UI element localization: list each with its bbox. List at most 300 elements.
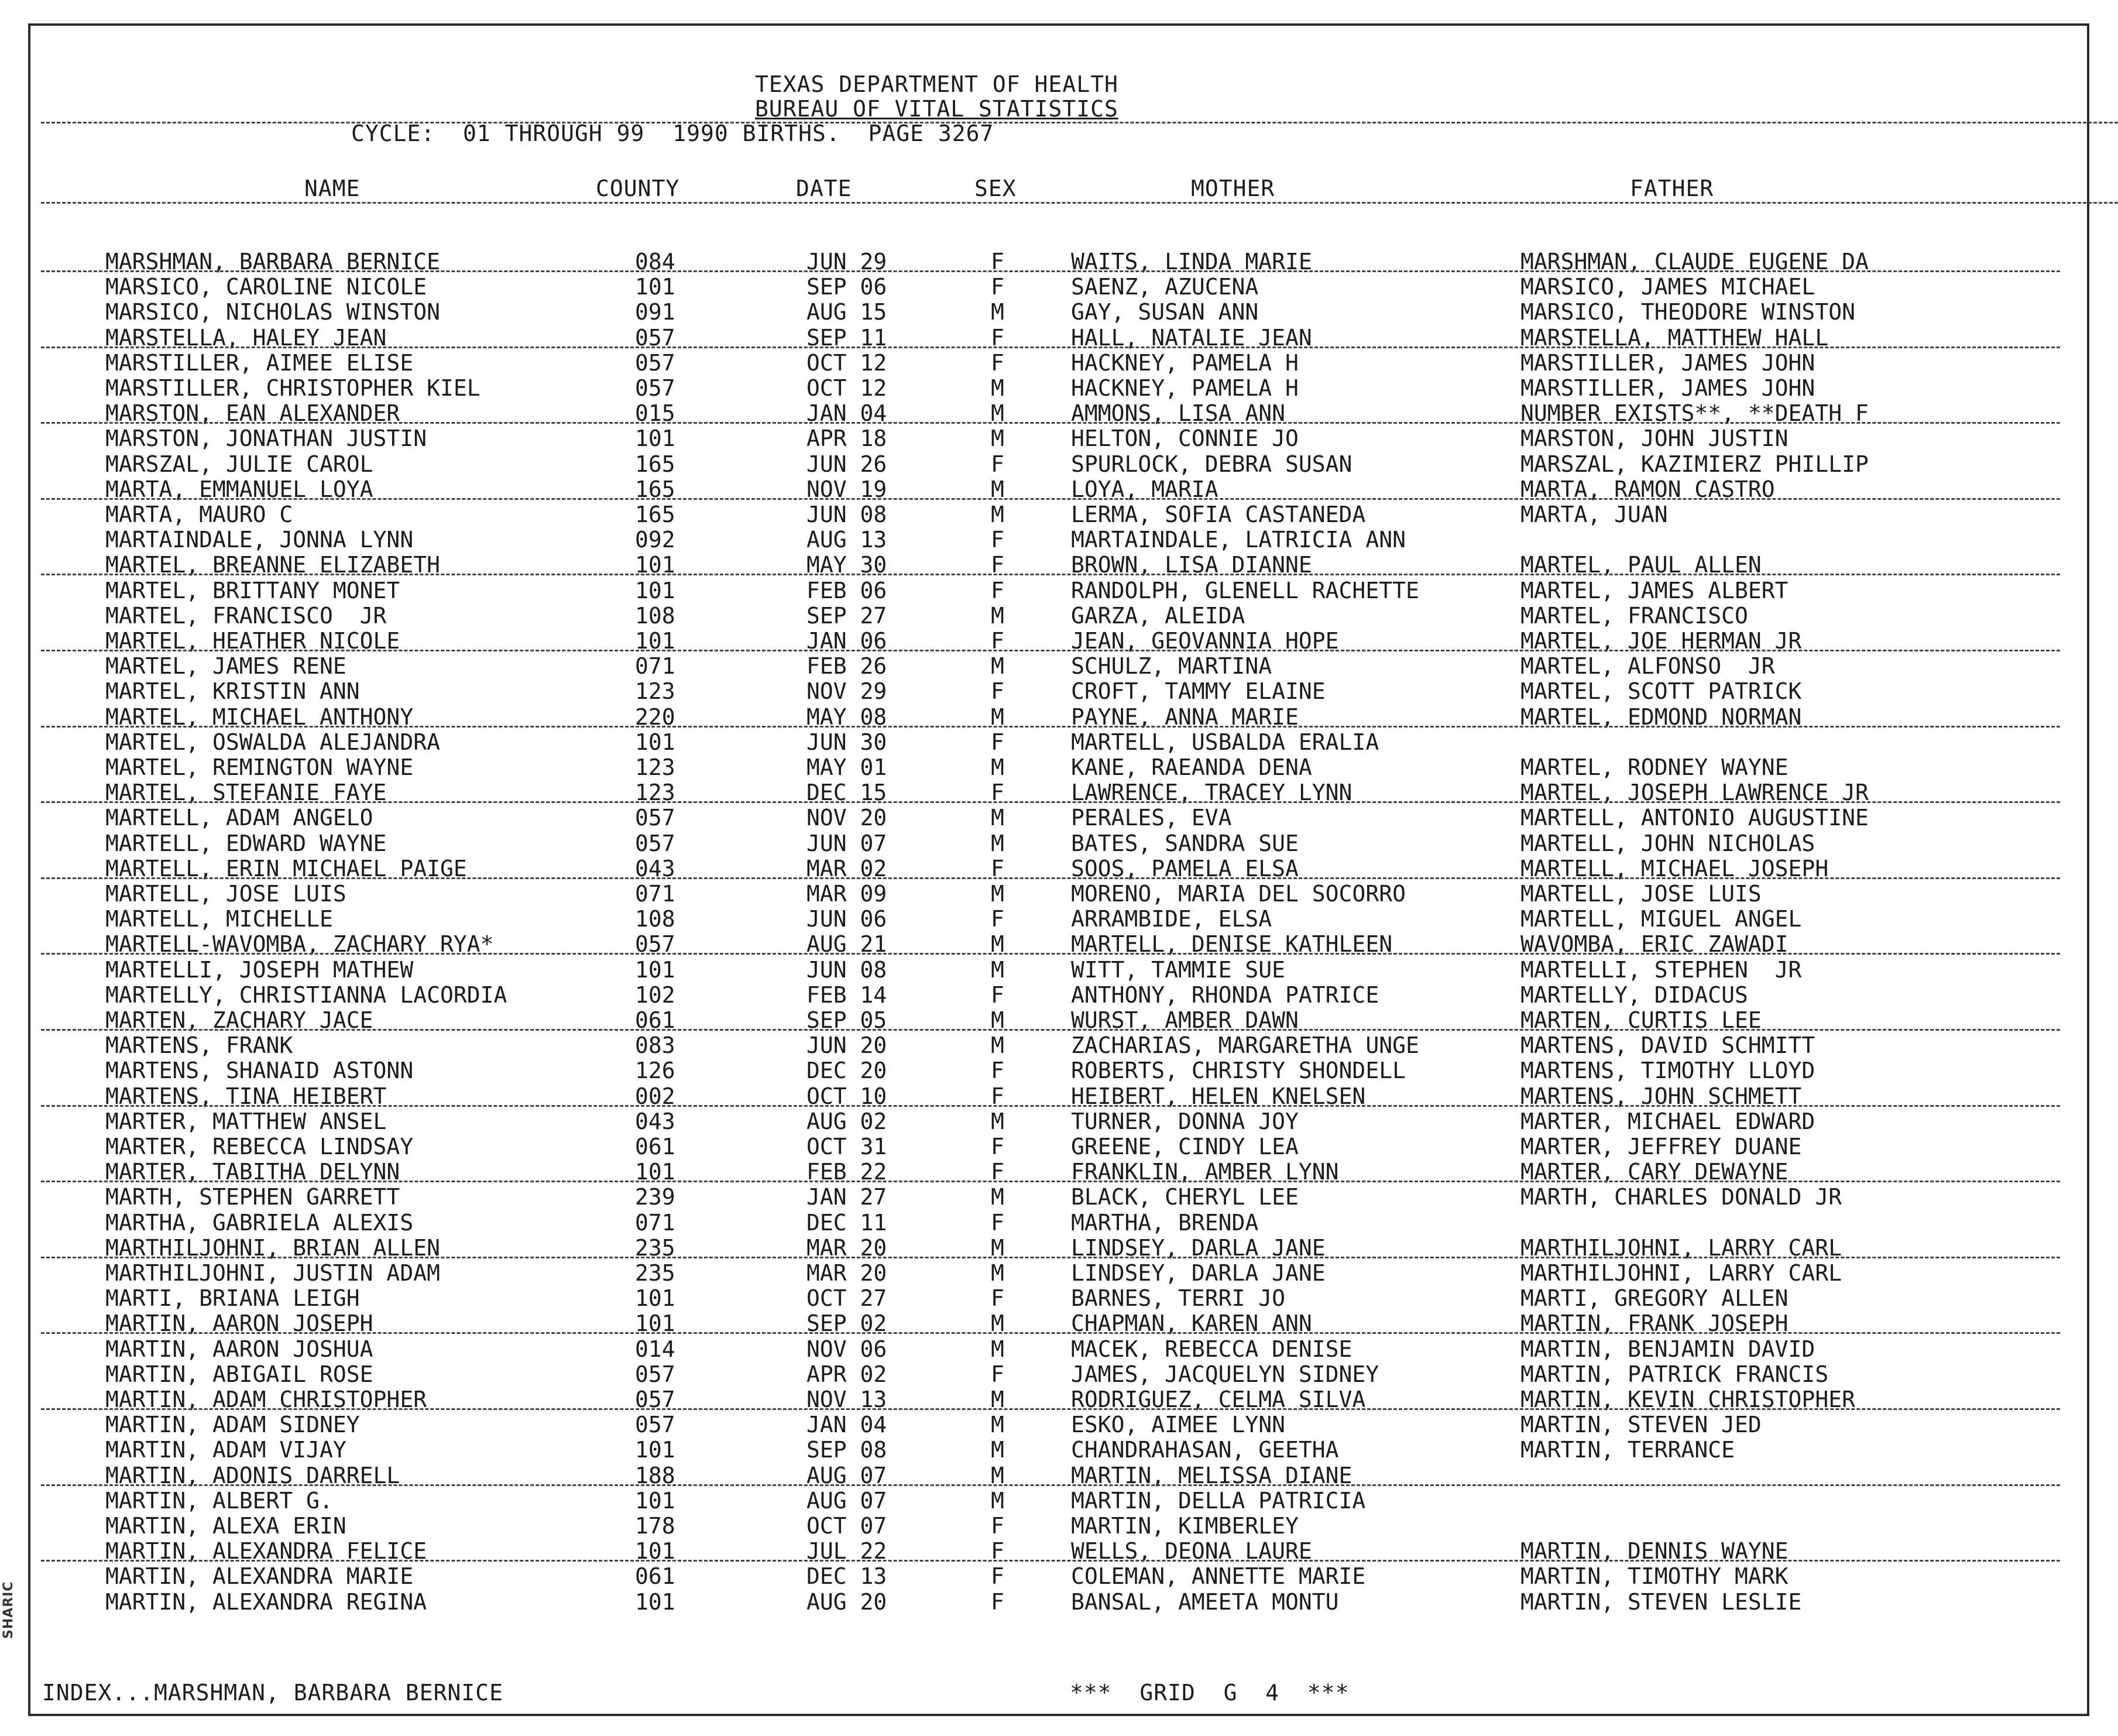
record-county: 101: [635, 426, 675, 452]
record-father: MARTIN, KEVIN CHRISTOPHER: [1520, 1387, 1855, 1412]
record-father: MARTEN, CURTIS LEE: [1520, 1007, 1762, 1033]
record-date: JAN 04: [806, 1412, 887, 1438]
record-father: MARSICO, JAMES MICHAEL: [1520, 274, 1815, 300]
record-county: 057: [635, 1412, 675, 1438]
record-date: DEC 20: [806, 1058, 887, 1084]
record-date: JAN 06: [806, 628, 887, 654]
record-sex: M: [991, 1412, 1004, 1438]
record-county: 061: [635, 1007, 675, 1033]
record-mother: TURNER, DONNA JOY: [1071, 1108, 1299, 1134]
record-date: OCT 07: [806, 1513, 887, 1539]
record-date: SEP 27: [806, 602, 887, 629]
record-name: MARSTELLA, HALEY JEAN: [105, 324, 387, 351]
record-date: AUG 02: [806, 1108, 887, 1134]
record-county: 101: [635, 274, 675, 300]
record-date: JAN 27: [806, 1184, 887, 1210]
record-date: DEC 15: [806, 780, 887, 806]
record-mother: PAYNE, ANNA MARIE: [1071, 704, 1299, 730]
record-father: MARTENS, TIMOTHY LLOYD: [1520, 1058, 1815, 1084]
record-date: MAR 20: [806, 1260, 887, 1286]
record-father: MARTIN, FRANK JOSEPH: [1520, 1310, 1789, 1337]
record-date: OCT 31: [806, 1134, 887, 1159]
record-name: MARTEN, ZACHARY JACE: [105, 1007, 373, 1033]
record-mother: AMMONS, LISA ANN: [1071, 400, 1286, 427]
record-sex: M: [991, 400, 1004, 427]
record-sex: M: [991, 1487, 1004, 1514]
record-mother: KANE, RAEANDA DENA: [1071, 754, 1312, 780]
record-date: AUG 07: [806, 1462, 887, 1488]
record-sex: F: [991, 552, 1004, 578]
record-date: FEB 06: [806, 577, 887, 603]
record-mother: WAITS, LINDA MARIE: [1071, 249, 1312, 275]
record-mother: WELLS, DEONA LAURE: [1071, 1538, 1312, 1565]
record-father: MARSICO, THEODORE WINSTON: [1520, 299, 1855, 325]
record-father: MARSHMAN, CLAUDE EUGENE DA: [1520, 249, 1869, 275]
record-father: MARTIN, PATRICK FRANCIS: [1520, 1361, 1829, 1387]
record-name: MARTEL, OSWALDA ALEJANDRA: [105, 729, 440, 755]
record-mother: JAMES, JACQUELYN SIDNEY: [1071, 1361, 1379, 1387]
record-date: SEP 06: [806, 274, 887, 300]
record-mother: ROBERTS, CHRISTY SHONDELL: [1071, 1058, 1406, 1084]
record-father: MARTELL, MIGUEL ANGEL: [1520, 906, 1802, 932]
record-county: 188: [635, 1462, 675, 1488]
record-mother: GAY, SUSAN ANN: [1071, 299, 1259, 325]
record-county: 057: [635, 931, 675, 958]
record-date: DEC 11: [806, 1209, 887, 1236]
record-date: NOV 19: [806, 476, 887, 502]
record-date: JUN 08: [806, 502, 887, 527]
record-name: MARTENS, FRANK: [105, 1032, 293, 1059]
record-mother: JEAN, GEOVANNIA HOPE: [1071, 628, 1339, 654]
record-county: 057: [635, 375, 675, 401]
record-date: JUN 20: [806, 1032, 887, 1059]
record-sex: M: [991, 1260, 1004, 1286]
col-header-date: DATE: [796, 176, 852, 201]
record-name: MARTELL-WAVOMBA, ZACHARY RYA*: [105, 931, 494, 958]
record-date: NOV 20: [806, 805, 887, 831]
record-name: MARTEL, HEATHER NICOLE: [105, 628, 400, 654]
record-name: MARSTON, EAN ALEXANDER: [105, 400, 400, 427]
record-date: SEP 08: [806, 1437, 887, 1463]
record-name: MARSICO, CAROLINE NICOLE: [105, 274, 427, 300]
record-father: MARTIN, BENJAMIN DAVID: [1520, 1336, 1815, 1362]
record-sex: F: [991, 1058, 1004, 1084]
record-name: MARTIN, AARON JOSEPH: [105, 1310, 373, 1337]
record-county: 101: [635, 628, 675, 654]
record-father: MARTH, CHARLES DONALD JR: [1520, 1184, 1842, 1210]
record-mother: RODRIGUEZ, CELMA SILVA: [1071, 1387, 1366, 1412]
record-father: MARTEL, RODNEY WAYNE: [1520, 754, 1789, 780]
record-sex: F: [991, 729, 1004, 755]
record-sex: F: [991, 274, 1004, 300]
record-mother: BLACK, CHERYL LEE: [1071, 1184, 1299, 1210]
record-county: 002: [635, 1083, 675, 1109]
record-mother: MARTELL, DENISE KATHLEEN: [1071, 931, 1393, 958]
record-mother: SAENZ, AZUCENA: [1071, 274, 1259, 300]
record-date: AUG 07: [806, 1487, 887, 1514]
record-date: FEB 22: [806, 1159, 887, 1185]
record-mother: WURST, AMBER DAWN: [1071, 1007, 1299, 1033]
record-name: MARTHA, GABRIELA ALEXIS: [105, 1209, 414, 1236]
record-name: MARTEL, FRANCISCO JR: [105, 602, 387, 629]
record-county: 057: [635, 830, 675, 856]
record-sex: M: [991, 502, 1004, 527]
record-county: 101: [635, 1310, 675, 1337]
record-mother: MARTAINDALE, LATRICIA ANN: [1071, 527, 1406, 553]
record-mother: MARTELL, USBALDA ERALIA: [1071, 729, 1379, 755]
cycle-line: CYCLE: 01 THROUGH 99 1990 BIRTHS. PAGE 3267: [351, 121, 994, 146]
record-county: 101: [635, 1589, 675, 1615]
record-sex: F: [991, 1538, 1004, 1565]
record-sex: M: [991, 754, 1004, 780]
record-county: 101: [635, 956, 675, 983]
record-county: 178: [635, 1513, 675, 1539]
record-father: MARTER, JEFFREY DUANE: [1520, 1134, 1802, 1159]
record-mother: MORENO, MARIA DEL SOCORRO: [1071, 881, 1406, 907]
record-date: APR 02: [806, 1361, 887, 1387]
record-name: MARSICO, NICHOLAS WINSTON: [105, 299, 440, 325]
record-father: WAVOMBA, ERIC ZAWADI: [1520, 931, 1789, 958]
record-mother: CHAPMAN, KAREN ANN: [1071, 1310, 1312, 1337]
record-name: MARTHILJOHNI, BRIAN ALLEN: [105, 1234, 440, 1261]
record-sex: M: [991, 830, 1004, 856]
record-name: MARSHMAN, BARBARA BERNICE: [105, 249, 440, 275]
record-sex: F: [991, 349, 1004, 376]
record-sex: F: [991, 451, 1004, 477]
record-sex: F: [991, 1563, 1004, 1590]
record-county: 235: [635, 1260, 675, 1286]
record-date: SEP 02: [806, 1310, 887, 1337]
record-name: MARTIN, ADONIS DARRELL: [105, 1462, 400, 1488]
record-sex: M: [991, 1007, 1004, 1033]
record-county: 043: [635, 855, 675, 881]
record-mother: LAWRENCE, TRACEY LYNN: [1071, 780, 1353, 806]
record-name: MARTIN, ABIGAIL ROSE: [105, 1361, 373, 1387]
record-sex: M: [991, 1387, 1004, 1412]
record-sex: F: [991, 982, 1004, 1008]
record-county: 015: [635, 400, 675, 427]
record-father: MARTHILJOHNI, LARRY CARL: [1520, 1234, 1842, 1261]
col-header-father: FATHER: [1630, 176, 1714, 201]
record-sex: F: [991, 1285, 1004, 1312]
record-father: MARTELL, JOHN NICHOLAS: [1520, 830, 1815, 856]
record-sex: M: [991, 1184, 1004, 1210]
record-date: MAR 02: [806, 855, 887, 881]
record-mother: MARTHA, BRENDA: [1071, 1209, 1259, 1236]
record-name: MARTEL, REMINGTON WAYNE: [105, 754, 414, 780]
record-father: MARSTELLA, MATTHEW HALL: [1520, 324, 1829, 351]
record-father: MARTENS, DAVID SCHMITT: [1520, 1032, 1815, 1059]
record-mother: ZACHARIAS, MARGARETHA UNGE: [1071, 1032, 1419, 1059]
record-county: 092: [635, 527, 675, 553]
column-header-rule: [41, 202, 2118, 204]
record-sex: M: [991, 375, 1004, 401]
record-county: 165: [635, 476, 675, 502]
record-mother: ESKO, AIMEE LYNN: [1071, 1412, 1286, 1438]
record-date: JUN 08: [806, 956, 887, 983]
record-name: MARTIN, ALEXA ERIN: [105, 1513, 346, 1539]
record-mother: CROFT, TAMMY ELAINE: [1071, 678, 1326, 705]
record-mother: SOOS, PAMELA ELSA: [1071, 855, 1299, 881]
record-name: MARTER, TABITHA DELYNN: [105, 1159, 400, 1185]
record-sex: F: [991, 1361, 1004, 1387]
record-name: MARTEL, BREANNE ELIZABETH: [105, 552, 440, 578]
record-date: AUG 20: [806, 1589, 887, 1615]
record-sex: M: [991, 1234, 1004, 1261]
record-sex: M: [991, 476, 1004, 502]
record-mother: RANDOLPH, GLENELL RACHETTE: [1071, 577, 1419, 603]
record-name: MARTENS, TINA HEIBERT: [105, 1083, 387, 1109]
record-county: 123: [635, 678, 675, 705]
record-county: 014: [635, 1336, 675, 1362]
record-date: MAR 09: [806, 881, 887, 907]
record-date: FEB 26: [806, 653, 887, 680]
record-sex: M: [991, 1032, 1004, 1059]
record-mother: MARTIN, KIMBERLEY: [1071, 1513, 1299, 1539]
record-name: MARTELL, ERIN MICHAEL PAIGE: [105, 855, 467, 881]
record-county: 057: [635, 805, 675, 831]
record-mother: HACKNEY, PAMELA H: [1071, 375, 1299, 401]
record-father: MARTELL, MICHAEL JOSEPH: [1520, 855, 1829, 881]
record-sex: M: [991, 1336, 1004, 1362]
record-mother: FRANKLIN, AMBER LYNN: [1071, 1159, 1339, 1185]
record-sex: M: [991, 1108, 1004, 1134]
record-county: 239: [635, 1184, 675, 1210]
record-name: MARTHILJOHNI, JUSTIN ADAM: [105, 1260, 440, 1286]
record-name: MARTAINDALE, JONNA LYNN: [105, 527, 414, 553]
record-father: MARTIN, STEVEN LESLIE: [1520, 1589, 1802, 1615]
record-name: MARTEL, BRITTANY MONET: [105, 577, 400, 603]
record-sex: M: [991, 299, 1004, 325]
record-county: 235: [635, 1234, 675, 1261]
record-sex: M: [991, 931, 1004, 958]
record-mother: MARTIN, MELISSA DIANE: [1071, 1462, 1353, 1488]
col-header-name: NAME: [304, 176, 361, 201]
record-father: NUMBER EXISTS**, **DEATH F: [1520, 400, 1869, 427]
record-name: MARSTON, JONATHAN JUSTIN: [105, 426, 427, 452]
record-county: 108: [635, 602, 675, 629]
record-sex: M: [991, 805, 1004, 831]
record-date: NOV 06: [806, 1336, 887, 1362]
record-mother: CHANDRAHASAN, GEETHA: [1071, 1437, 1339, 1463]
record-mother: SPURLOCK, DEBRA SUSAN: [1071, 451, 1353, 477]
record-father: MARSZAL, KAZIMIERZ PHILLIP: [1520, 451, 1869, 477]
record-county: 101: [635, 552, 675, 578]
record-name: MARTI, BRIANA LEIGH: [105, 1285, 360, 1312]
record-county: 165: [635, 502, 675, 527]
record-father: MARTIN, DENNIS WAYNE: [1520, 1538, 1789, 1565]
record-name: MARTEL, STEFANIE FAYE: [105, 780, 387, 806]
record-date: MAY 08: [806, 704, 887, 730]
record-sex: F: [991, 1209, 1004, 1236]
record-mother: BATES, SANDRA SUE: [1071, 830, 1299, 856]
record-sex: F: [991, 249, 1004, 275]
record-date: NOV 29: [806, 678, 887, 705]
record-name: MARTIN, ADAM SIDNEY: [105, 1412, 360, 1438]
record-date: DEC 13: [806, 1563, 887, 1590]
record-sex: F: [991, 1134, 1004, 1159]
record-father: MARSTON, JOHN JUSTIN: [1520, 426, 1789, 452]
record-county: 101: [635, 1159, 675, 1185]
record-date: FEB 14: [806, 982, 887, 1008]
record-date: AUG 15: [806, 299, 887, 325]
record-sex: M: [991, 602, 1004, 629]
record-name: MARSZAL, JULIE CAROL: [105, 451, 373, 477]
record-father: MARTIN, TIMOTHY MARK: [1520, 1563, 1789, 1590]
record-mother: LINDSEY, DARLA JANE: [1071, 1260, 1326, 1286]
record-mother: GREENE, CINDY LEA: [1071, 1134, 1299, 1159]
record-name: MARSTILLER, CHRISTOPHER KIEL: [105, 375, 480, 401]
record-father: MARTEL, JOSEPH LAWRENCE JR: [1520, 780, 1869, 806]
record-name: MARTIN, ALEXANDRA MARIE: [105, 1563, 414, 1590]
record-name: MARTELL, MICHELLE: [105, 906, 333, 932]
record-date: AUG 13: [806, 527, 887, 553]
record-mother: PERALES, EVA: [1071, 805, 1232, 831]
record-father: MARTER, MICHAEL EDWARD: [1520, 1108, 1815, 1134]
record-date: OCT 12: [806, 375, 887, 401]
record-county: 057: [635, 324, 675, 351]
record-name: MARTIN, ALEXANDRA REGINA: [105, 1589, 427, 1615]
record-date: JUN 29: [806, 249, 887, 275]
side-label: SHARIC: [1, 1581, 16, 1639]
record-county: 071: [635, 1209, 675, 1236]
record-mother: COLEMAN, ANNETTE MARIE: [1071, 1563, 1366, 1590]
record-date: JUN 26: [806, 451, 887, 477]
record-sex: M: [991, 653, 1004, 680]
record-name: MARTIN, ADAM VIJAY: [105, 1437, 346, 1463]
record-mother: LINDSEY, DARLA JANE: [1071, 1234, 1326, 1261]
record-name: MARTIN, AARON JOSHUA: [105, 1336, 373, 1362]
record-sex: F: [991, 855, 1004, 881]
record-sex: F: [991, 577, 1004, 603]
record-county: 126: [635, 1058, 675, 1084]
record-father: MARTELL, ANTONIO AUGUSTINE: [1520, 805, 1869, 831]
record-county: 101: [635, 1437, 675, 1463]
record-county: 057: [635, 1361, 675, 1387]
record-date: OCT 10: [806, 1083, 887, 1109]
record-father: MARSTILLER, JAMES JOHN: [1520, 375, 1815, 401]
record-date: NOV 13: [806, 1387, 887, 1412]
record-date: APR 18: [806, 426, 887, 452]
record-mother: LOYA, MARIA: [1071, 476, 1218, 502]
record-name: MARSTILLER, AIMEE ELISE: [105, 349, 414, 376]
record-county: 123: [635, 780, 675, 806]
record-mother: BANSAL, AMEETA MONTU: [1071, 1589, 1339, 1615]
record-father: MARTELLY, DIDACUS: [1520, 982, 1748, 1008]
record-county: 057: [635, 349, 675, 376]
agency-title: TEXAS DEPARTMENT OF HEALTH: [755, 71, 1118, 97]
record-date: JUN 06: [806, 906, 887, 932]
record-county: 101: [635, 1538, 675, 1565]
record-name: MARTA, MAURO C: [105, 502, 293, 527]
record-date: JUN 07: [806, 830, 887, 856]
record-sex: M: [991, 1310, 1004, 1337]
record-mother: BROWN, LISA DIANNE: [1071, 552, 1312, 578]
record-name: MARTELL, JOSE LUIS: [105, 881, 346, 907]
record-father: MARTHILJOHNI, LARRY CARL: [1520, 1260, 1842, 1286]
record-mother: MACEK, REBECCA DENISE: [1071, 1336, 1353, 1362]
record-sex: F: [991, 324, 1004, 351]
record-mother: ARRAMBIDE, ELSA: [1071, 906, 1272, 932]
record-name: MARTEL, MICHAEL ANTHONY: [105, 704, 414, 730]
record-sex: F: [991, 906, 1004, 932]
record-father: MARTER, CARY DEWAYNE: [1520, 1159, 1789, 1185]
bureau-title: BUREAU OF VITAL STATISTICS: [755, 96, 1118, 122]
record-sex: M: [991, 1462, 1004, 1488]
record-county: 101: [635, 1487, 675, 1514]
record-sex: F: [991, 1513, 1004, 1539]
record-sex: F: [991, 1589, 1004, 1615]
record-father: MARTENS, JOHN SCHMETT: [1520, 1083, 1802, 1109]
col-header-mother: MOTHER: [1191, 176, 1275, 201]
record-sex: F: [991, 780, 1004, 806]
record-father: MARTA, JUAN: [1520, 502, 1668, 527]
record-sex: F: [991, 628, 1004, 654]
record-father: MARTEL, FRANCISCO: [1520, 602, 1748, 629]
record-county: 123: [635, 754, 675, 780]
record-date: SEP 11: [806, 324, 887, 351]
record-name: MARTER, REBECCA LINDSAY: [105, 1134, 414, 1159]
record-name: MARTENS, SHANAID ASTONN: [105, 1058, 414, 1084]
record-county: 083: [635, 1032, 675, 1059]
record-date: OCT 12: [806, 349, 887, 376]
record-county: 071: [635, 881, 675, 907]
grid-footer: *** GRID G 4 ***: [1070, 1680, 1350, 1706]
record-date: AUG 21: [806, 931, 887, 958]
record-name: MARTELLI, JOSEPH MATHEW: [105, 956, 414, 983]
record-county: 061: [635, 1563, 675, 1590]
record-name: MARTIN, ALBERT G.: [105, 1487, 333, 1514]
record-county: 165: [635, 451, 675, 477]
record-sex: F: [991, 1159, 1004, 1185]
record-father: MARSTILLER, JAMES JOHN: [1520, 349, 1815, 376]
record-father: MARTA, RAMON CASTRO: [1520, 476, 1775, 502]
record-mother: HEIBERT, HELEN KNELSEN: [1071, 1083, 1366, 1109]
record-date: SEP 05: [806, 1007, 887, 1033]
record-county: 101: [635, 729, 675, 755]
record-mother: BARNES, TERRI JO: [1071, 1285, 1286, 1312]
record-father: MARTEL, SCOTT PATRICK: [1520, 678, 1802, 705]
record-mother: HACKNEY, PAMELA H: [1071, 349, 1299, 376]
record-name: MARTEL, JAMES RENE: [105, 653, 346, 680]
record-county: 091: [635, 299, 675, 325]
record-date: MAY 01: [806, 754, 887, 780]
record-county: 057: [635, 1387, 675, 1412]
record-date: OCT 27: [806, 1285, 887, 1312]
record-mother: SCHULZ, MARTINA: [1071, 653, 1272, 680]
record-mother: WITT, TAMMIE SUE: [1071, 956, 1286, 983]
record-date: MAR 20: [806, 1234, 887, 1261]
record-father: MARTEL, PAUL ALLEN: [1520, 552, 1762, 578]
record-father: MARTEL, JOE HERMAN JR: [1520, 628, 1802, 654]
record-mother: ANTHONY, RHONDA PATRICE: [1071, 982, 1379, 1008]
record-date: MAY 30: [806, 552, 887, 578]
record-county: 071: [635, 653, 675, 680]
record-father: MARTEL, ALFONSO JR: [1520, 653, 1775, 680]
record-sex: F: [991, 527, 1004, 553]
col-header-sex: SEX: [974, 176, 1017, 201]
record-date: JUL 22: [806, 1538, 887, 1565]
record-father: MARTI, GREGORY ALLEN: [1520, 1285, 1789, 1312]
record-county: 043: [635, 1108, 675, 1134]
record-name: MARTER, MATTHEW ANSEL: [105, 1108, 387, 1134]
record-county: 102: [635, 982, 675, 1008]
record-father: MARTELL, JOSE LUIS: [1520, 881, 1762, 907]
record-sex: M: [991, 956, 1004, 983]
record-date: JUN 30: [806, 729, 887, 755]
record-county: 101: [635, 577, 675, 603]
record-name: MARTIN, ADAM CHRISTOPHER: [105, 1387, 427, 1412]
